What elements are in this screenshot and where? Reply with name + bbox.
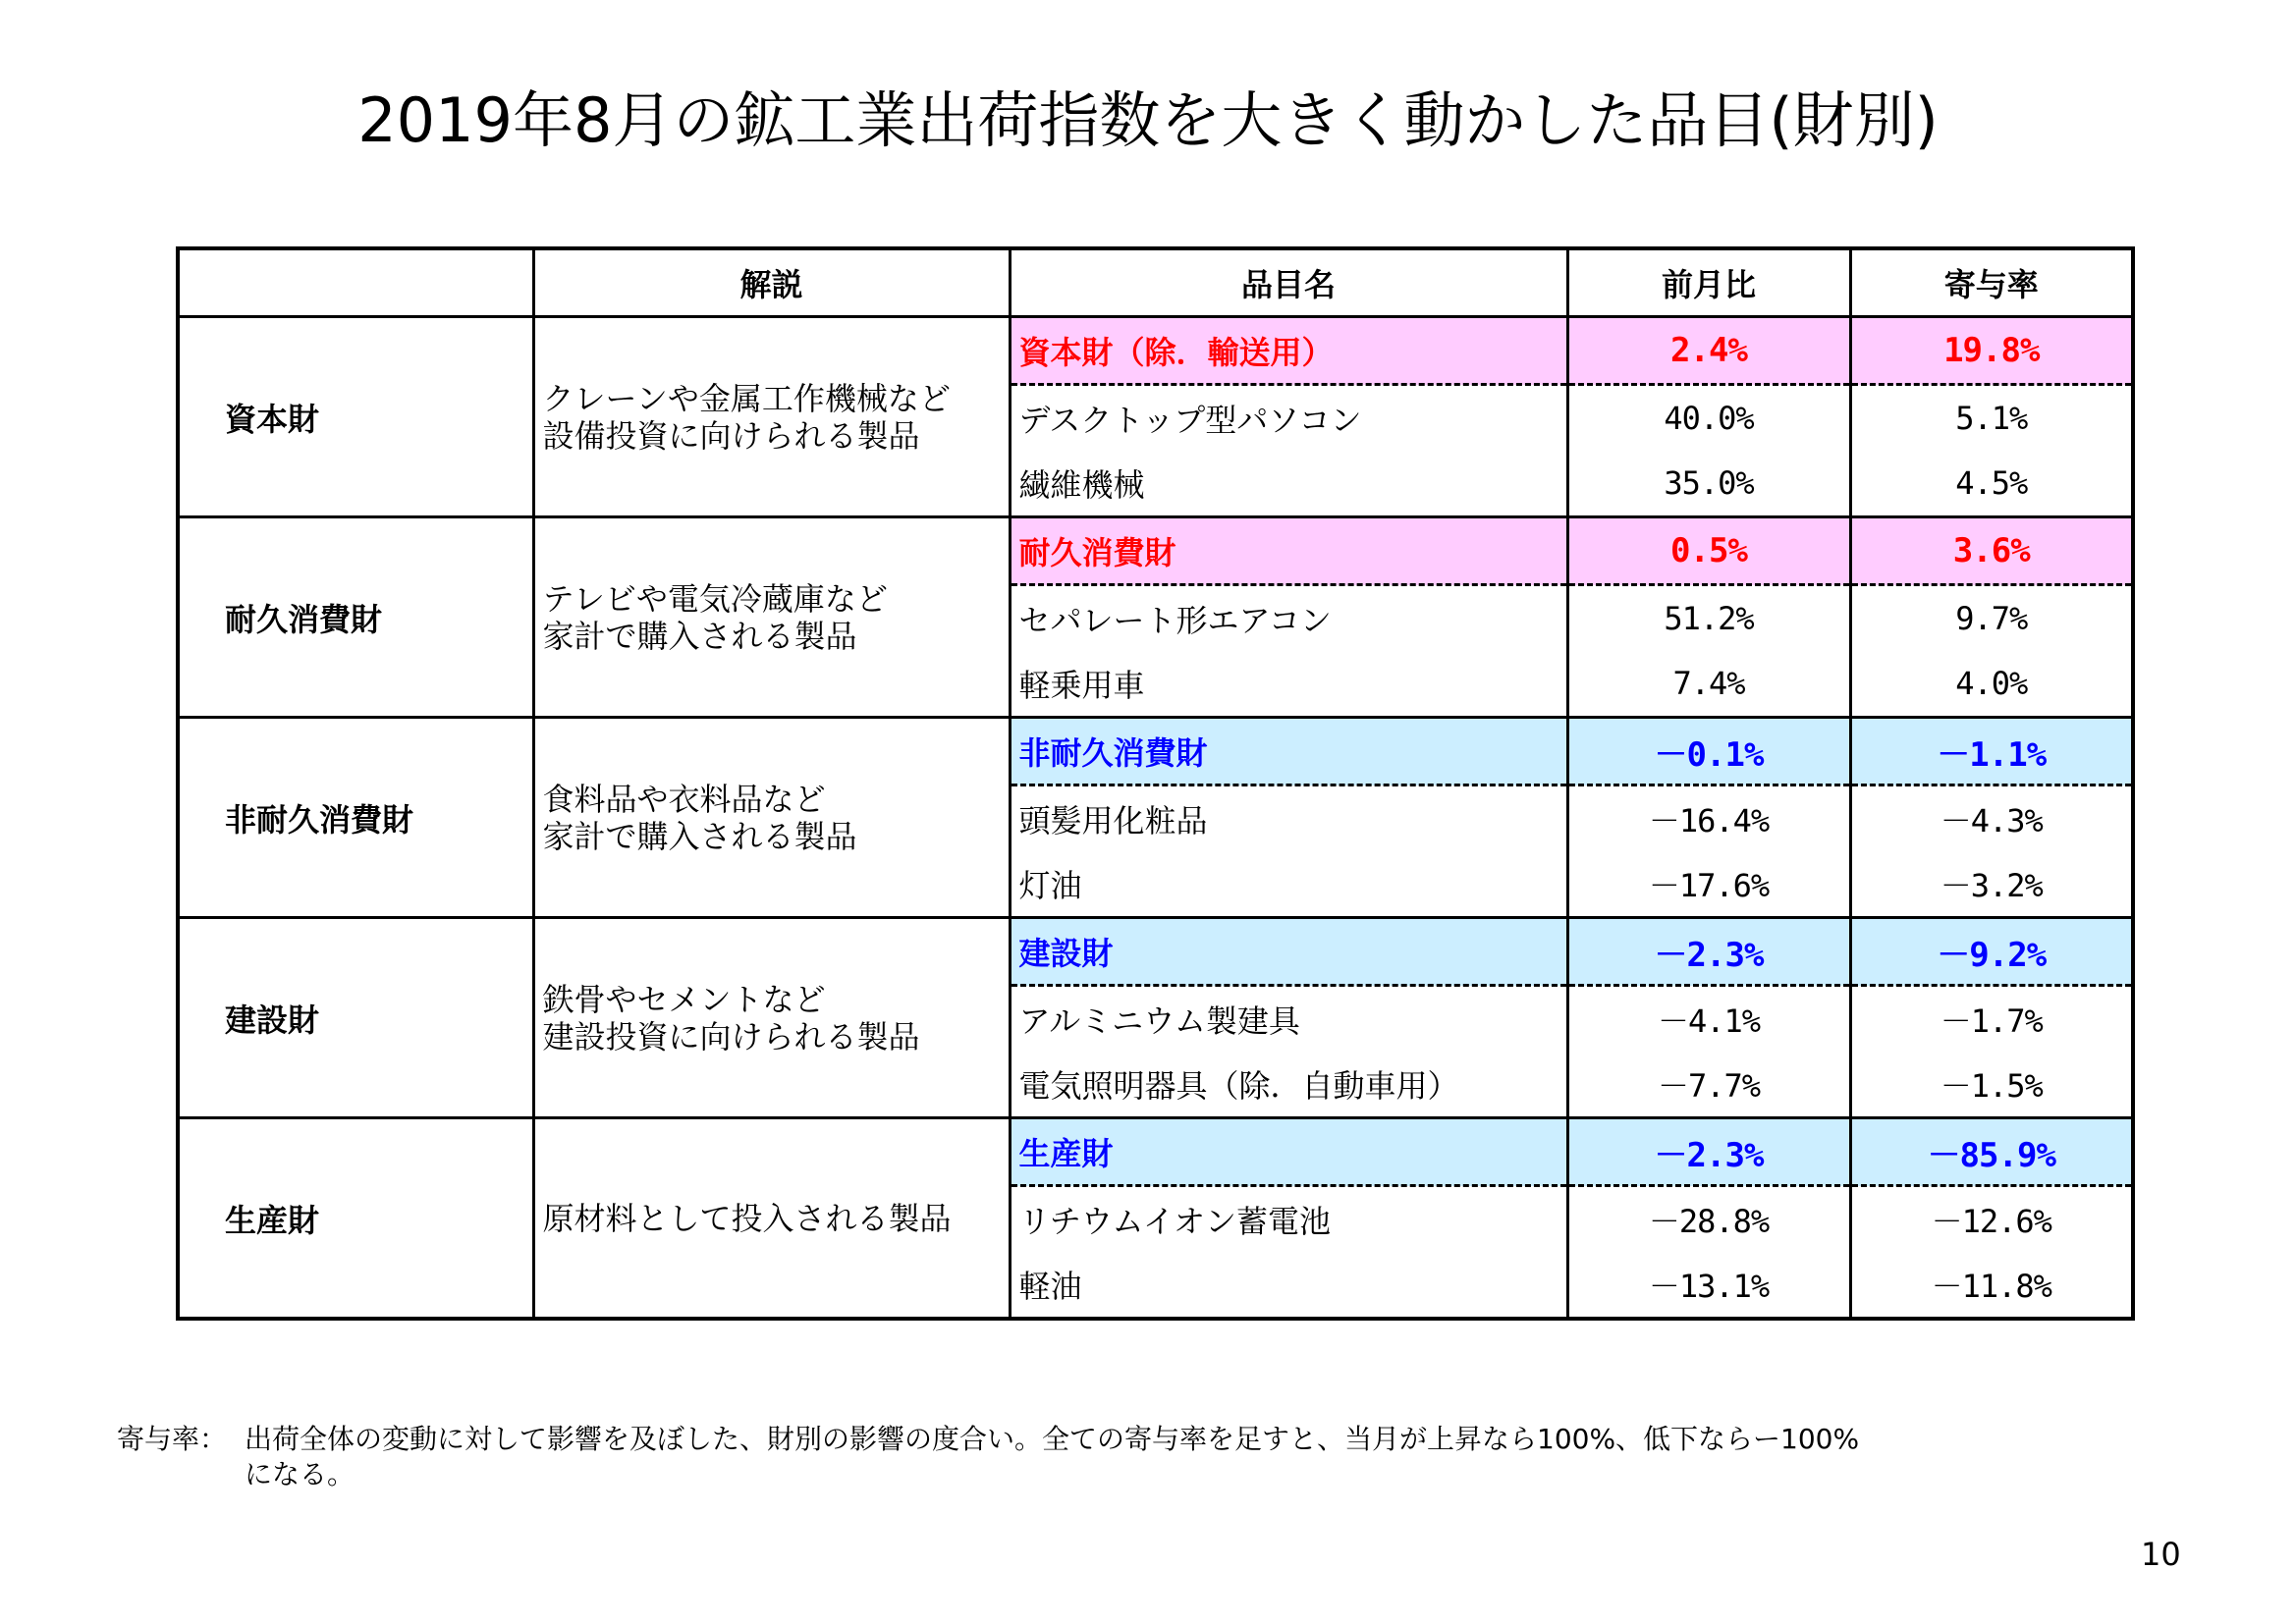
item-contribution: －4.3% [1850,785,2133,852]
description-line: 建設投資に向けられる製品 [542,1017,920,1056]
item-mom: －28.8% [1567,1186,1850,1253]
item-contribution: －11.8% [1850,1252,2133,1319]
item-mom: －7.7% [1567,1052,1850,1118]
group-producer-goods [178,1118,2133,1320]
item-name: アルミニウム製建具 [1010,986,1567,1053]
header-row [178,248,2133,317]
group-nondurable-goods [178,718,2133,918]
summary-name: 非耐久消費財 [1010,718,1567,785]
item-contribution: 4.0% [1850,651,2133,718]
category-label: 耐久消費財 [178,517,533,718]
category-description [533,517,1010,718]
item-name: デスクトップ型パソコン [1010,385,1567,452]
summary-name: 資本財（除．輸送用） [1010,317,1567,385]
item-name: 軽乗用車 [1010,651,1567,718]
summary-contribution: －1.1% [1850,718,2133,785]
group-construction-goods [178,918,2133,1118]
summary-contribution: 3.6% [1850,517,2133,585]
summary-mom: －0.1% [1567,718,1850,785]
goods-table [176,246,2135,1321]
item-name: 繊維機械 [1010,451,1567,517]
summary-name: 生産財 [1010,1118,1567,1186]
description-line: 家計で購入される製品 [542,817,857,855]
item-mom: 40.0% [1567,385,1850,452]
summary-contribution: －85.9% [1850,1118,2133,1186]
item-name: リチウムイオン蓄電池 [1010,1186,1567,1253]
summary-mom: 0.5% [1567,517,1850,585]
item-mom: 7.4% [1567,651,1850,718]
page-number: 10 [2141,1536,2181,1573]
description-line: クレーンや金属工作機械など [542,379,951,417]
item-contribution: －1.5% [1850,1052,2133,1118]
item-name: 電気照明器具（除．自動車用） [1010,1052,1567,1118]
item-contribution: 9.7% [1850,585,2133,652]
summary-row [178,317,2133,385]
header-contribution: 寄与率 [1850,248,2133,317]
item-name: 灯油 [1010,851,1567,918]
summary-name: 耐久消費財 [1010,517,1567,585]
item-mom: －13.1% [1567,1252,1850,1319]
summary-row [178,1118,2133,1186]
description-line: 家計で購入される製品 [542,617,857,655]
page-title: 2019年8月の鉱工業出荷指数を大きく動かした品目(財別) [357,84,1939,156]
footnote-line: になる。 [245,1458,355,1490]
description-line: 食料品や衣料品など [542,780,826,818]
item-contribution: 5.1% [1850,385,2133,452]
footnote-label: 寄与率： [117,1423,228,1455]
item-mom: 51.2% [1567,585,1850,652]
header-category [178,248,533,317]
description-line: 鉄骨やセメントなど [542,980,826,1018]
group-capital-goods [178,317,2133,517]
header-mom: 前月比 [1567,248,1850,317]
item-mom: 35.0% [1567,451,1850,517]
summary-row [178,718,2133,785]
item-mom: －17.6% [1567,851,1850,918]
item-contribution: 4.5% [1850,451,2133,517]
description-line: 原材料として投入される製品 [542,1199,952,1237]
item-contribution: －12.6% [1850,1186,2133,1253]
summary-mom: 2.4% [1567,317,1850,385]
header-description: 解説 [533,248,1010,317]
footnote-text [245,1422,2169,1492]
category-description [533,718,1010,918]
category-description [533,918,1010,1118]
item-name: 軽油 [1010,1252,1567,1319]
item-name: セパレート形エアコン [1010,585,1567,652]
summary-contribution: －9.2% [1850,918,2133,986]
item-mom: －4.1% [1567,986,1850,1053]
summary-mom: －2.3% [1567,918,1850,986]
item-contribution: －1.7% [1850,986,2133,1053]
summary-row [178,918,2133,986]
category-description [533,1118,1010,1320]
footnote-line: 出荷全体の変動に対して影響を及ぼした、財別の影響の度合い。全ての寄与率を足すと、当月が上昇なら100%、低下ならー100% [245,1423,1860,1455]
category-description [533,317,1010,517]
item-name: 頭髪用化粧品 [1010,785,1567,852]
category-label: 非耐久消費財 [178,718,533,918]
summary-row [178,517,2133,585]
item-contribution: －3.2% [1850,851,2133,918]
summary-name: 建設財 [1010,918,1567,986]
description-line: テレビや電気冷蔵庫など [542,579,888,618]
category-label: 資本財 [178,317,533,517]
description-line: 設備投資に向けられる製品 [542,416,920,455]
header-item: 品目名 [1010,248,1567,317]
category-label: 建設財 [178,918,533,1118]
item-mom: －16.4% [1567,785,1850,852]
summary-contribution: 19.8% [1850,317,2133,385]
group-durable-goods [178,517,2133,718]
category-label: 生産財 [178,1118,533,1320]
summary-mom: －2.3% [1567,1118,1850,1186]
